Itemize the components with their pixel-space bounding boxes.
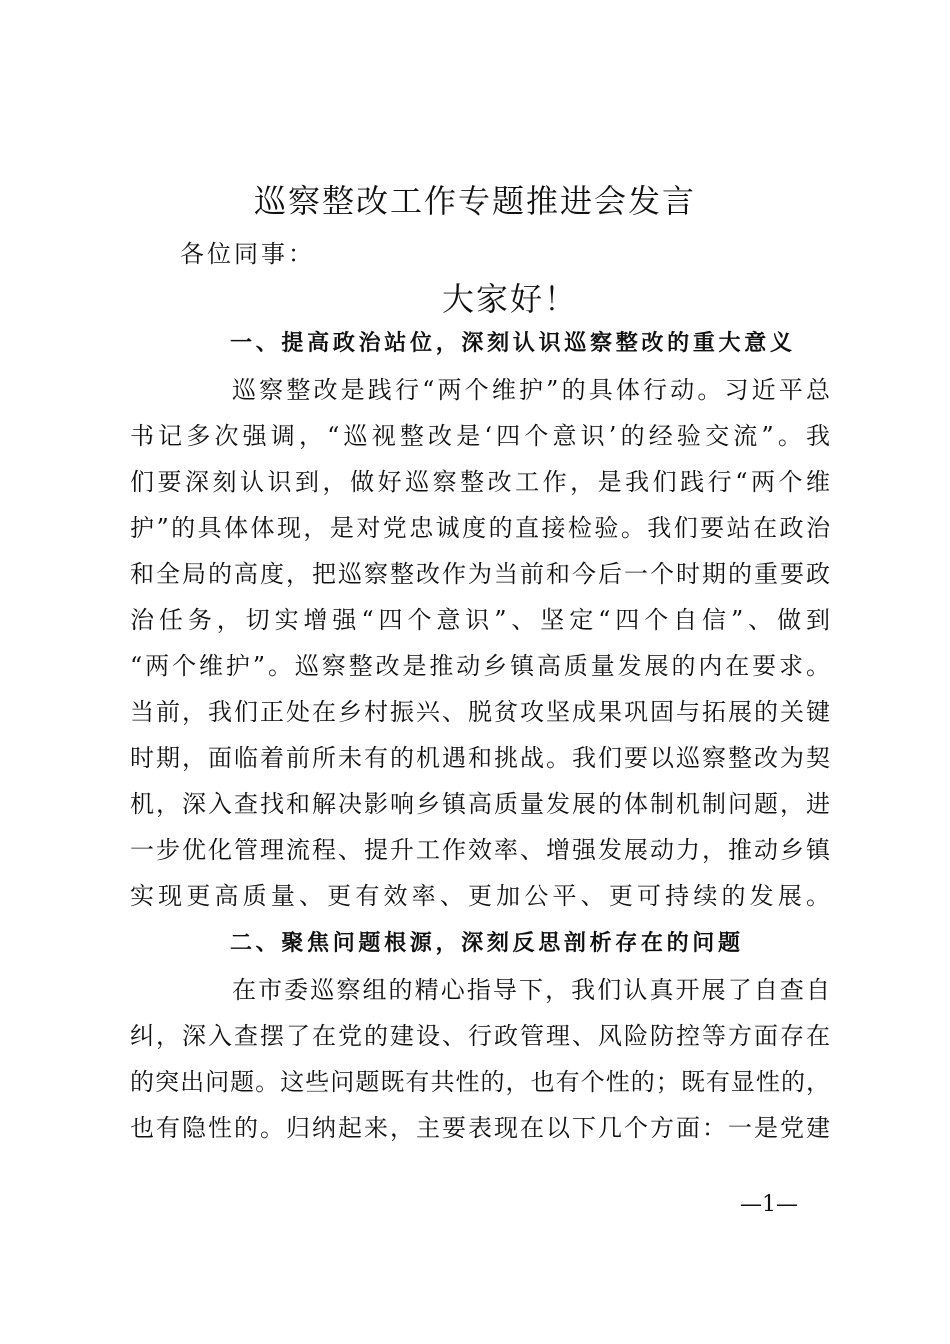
paragraph-line: 纠，深入查摆了在党的建设、行政管理、风险防控等方面存在	[130, 1022, 830, 1050]
paragraph-line: “两个维护”。巡察整改是推动乡镇高质量发展的内在要求。	[130, 652, 830, 680]
section-1-heading: 一、提高政治站位，深刻认识巡察整改的重大意义	[230, 331, 792, 356]
salutation: 大家好！	[441, 280, 578, 318]
paragraph-line: 们要深刻认识到，做好巡察整改工作，是我们践行“两个维	[130, 468, 830, 496]
paragraph-line: 护”的具体体现，是对党忠诚度的直接检验。我们要站在政治	[130, 514, 830, 542]
page-number: —1—	[740, 1192, 798, 1217]
paragraph-line: 也有隐性的。归纳起来，主要表现在以下几个方面：一是党建	[130, 1114, 830, 1142]
document-title: 巡察整改工作专题推进会发言	[253, 182, 696, 220]
paragraph-line: 治任务，切实增强“四个意识”、坚定“四个自信”、做到	[130, 606, 830, 634]
paragraph-line: 当前，我们正处在乡村振兴、脱贫攻坚成果巩固与拓展的关键	[130, 698, 830, 726]
paragraph-line: 机，深入查找和解决影响乡镇高质量发展的体制机制问题，进	[130, 790, 830, 818]
paragraph-line: 的突出问题。这些问题既有共性的，也有个性的；既有显性的，	[130, 1068, 830, 1096]
paragraph-line: 和全局的高度，把巡察整改作为当前和今后一个时期的重要政	[130, 560, 830, 588]
paragraph-line: 时期，面临着前所未有的机遇和挑战。我们要以巡察整改为契	[130, 744, 830, 772]
paragraph-line: 一步优化管理流程、提升工作效率、增强发展动力，推动乡镇	[130, 836, 830, 864]
paragraph-line: 巡察整改是践行“两个维护”的具体行动。习近平总	[232, 376, 830, 404]
paragraph-line: 在市委巡察组的精心指导下，我们认真开展了自查自	[232, 976, 830, 1004]
greeting: 各位同事：	[180, 240, 315, 268]
paragraph-line: 书记多次强调，“巡视整改是‘四个意识’的经验交流”。我	[130, 422, 830, 450]
section-2-heading: 二、聚焦问题根源，深刻反思剖析存在的问题	[230, 931, 740, 956]
paragraph-line: 实现更高质量、更有效率、更加公平、更可持续的发展。	[130, 882, 830, 910]
